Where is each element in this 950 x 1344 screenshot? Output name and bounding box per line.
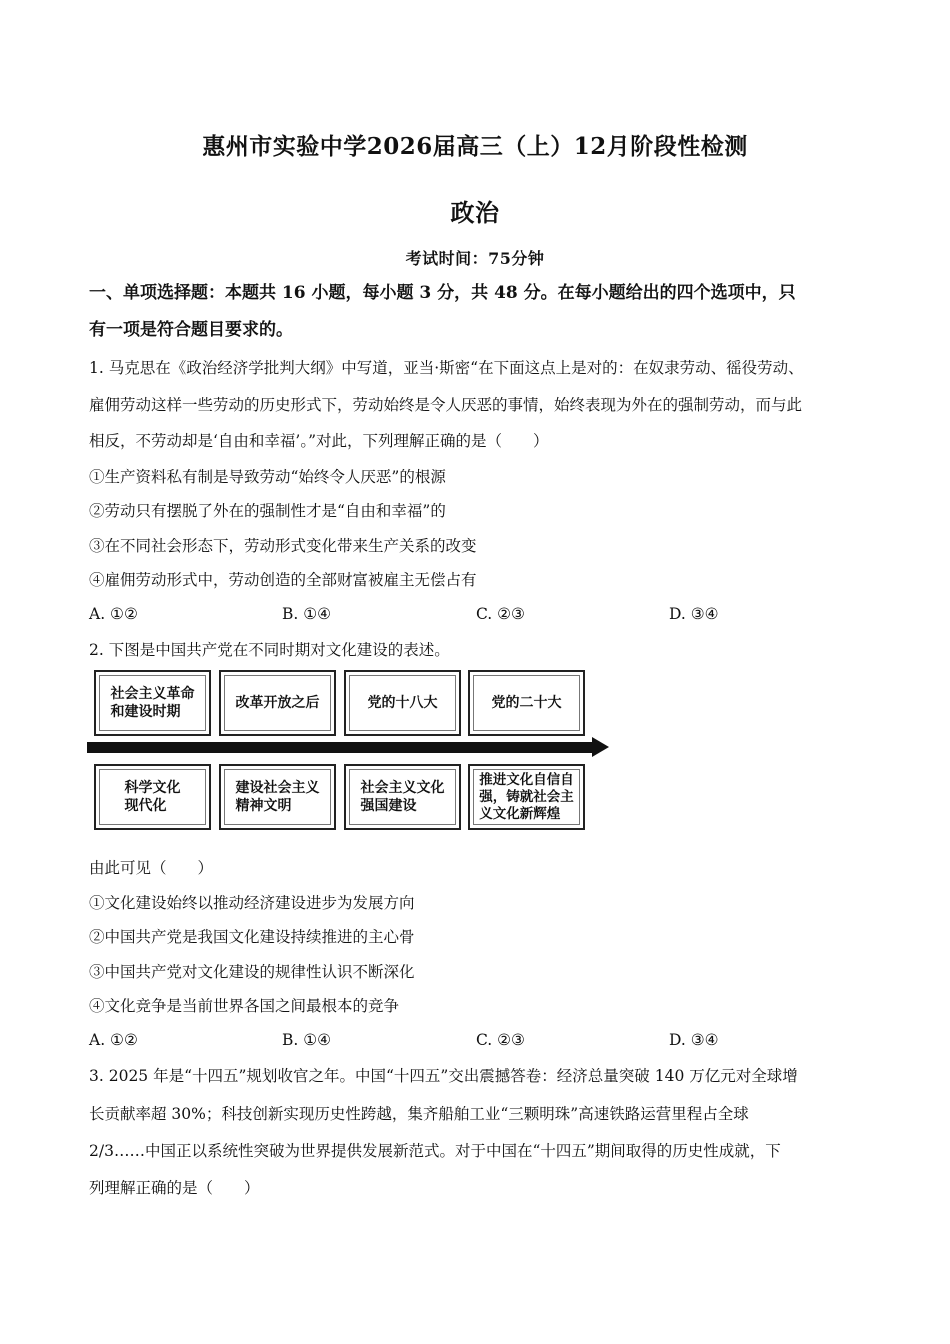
period-label-1: 社会主义革命 和建设时期 xyxy=(99,675,206,731)
q1-statement-3: ③在不同社会形态下，劳动形式变化带来生产关系的改变 xyxy=(89,537,477,555)
q3-stem-line-2: 长贡献率超 30%；科技创新实现历史性跨越，集齐船舶工业“三颗明珠”高速铁路运营里程占全球 xyxy=(89,1105,749,1123)
section-heading-line-2: 有一项是符合题目要求的。 xyxy=(89,320,293,340)
period-label-3: 党的十八大 xyxy=(349,675,456,731)
q2-statement-4: ④文化竞争是当前世界各国之间最根本的竞争 xyxy=(89,997,400,1015)
q1-stem-line-3: 相反，不劳动却是‘自由和幸福’。”对此，下列理解正确的是（ ） xyxy=(89,432,549,450)
expression-box-3 xyxy=(344,764,461,830)
expression-label-4: 推进文化自信自 强，铸就社会主 义文化新辉煌 xyxy=(473,769,580,825)
q2-option-b: B. ①④ xyxy=(282,1031,332,1049)
q2-statement-2: ②中国共产党是我国文化建设持续推进的主心骨 xyxy=(89,928,415,946)
q1-option-b: B. ①④ xyxy=(282,605,332,623)
q2-prompt: 由此可见（ ） xyxy=(89,859,214,877)
expression-box-1 xyxy=(94,764,211,830)
expression-box-2 xyxy=(219,764,336,830)
timeline-arrow-shaft xyxy=(87,742,593,753)
q1-statement-4: ④雇佣劳动形式中，劳动创造的全部财富被雇主无偿占有 xyxy=(89,571,477,589)
q1-statement-2: ②劳动只有摆脱了外在的强制性才是“自由和幸福”的 xyxy=(89,502,446,520)
q1-option-c: C. ②③ xyxy=(476,605,525,623)
expression-label-1: 科学文化 现代化 xyxy=(99,769,206,825)
period-box-4 xyxy=(468,670,585,736)
q2-statement-1: ①文化建设始终以推动经济建设进步为发展方向 xyxy=(89,894,415,912)
q2-option-a: A. ①② xyxy=(89,1031,138,1049)
period-box-3 xyxy=(344,670,461,736)
q1-stem-line-2: 雇佣劳动这样一些劳动的历史形式下，劳动始终是令人厌恶的事情，始终表现为外在的强制劳动，而与此 xyxy=(89,396,803,414)
q1-option-a: A. ①② xyxy=(89,605,138,623)
period-label-4: 党的二十大 xyxy=(473,675,580,731)
q2-option-c: C. ②③ xyxy=(476,1031,525,1049)
exam-title: 惠州市实验中学2026届高三（上）12月阶段性检测 xyxy=(202,133,748,160)
subject-title: 政治 xyxy=(450,198,500,227)
expression-label-3: 社会主义文化 强国建设 xyxy=(349,769,456,825)
period-box-1 xyxy=(94,670,211,736)
q1-option-d: D. ③④ xyxy=(669,605,719,623)
period-label-2: 改革开放之后 xyxy=(224,675,331,731)
expression-label-2: 建设社会主义 精神文明 xyxy=(224,769,331,825)
q1-stem-line-1: 1. 马克思在《政治经济学批判大纲》中写道，亚当·斯密“在下面这点上是对的：在奴隶劳动、徭役劳动、 xyxy=(89,359,804,377)
expression-box-4 xyxy=(468,764,585,830)
period-box-2 xyxy=(219,670,336,736)
q3-stem-line-3: 2/3……中国正以系统性突破为世界提供发展新范式。对于中国在“十四五”期间取得的历史性成就，下 xyxy=(89,1142,781,1160)
q2-stem: 2. 下图是中国共产党在不同时期对文化建设的表述。 xyxy=(89,641,450,659)
q2-statement-3: ③中国共产党对文化建设的规律性认识不断深化 xyxy=(89,963,415,981)
exam-time: 考试时间：75分钟 xyxy=(405,249,545,268)
section-heading-line-1: 一、单项选择题：本题共 16 小题，每小题 3 分，共 48 分。在每小题给出的四个选项中，只 xyxy=(89,283,796,303)
q1-statement-1: ①生产资料私有制是导致劳动“始终令人厌恶”的根源 xyxy=(89,468,446,486)
q2-option-d: D. ③④ xyxy=(669,1031,719,1049)
timeline-arrow-head xyxy=(592,737,609,757)
q3-stem-line-4: 列理解正确的是（ ） xyxy=(89,1179,260,1197)
q3-stem-line-1: 3. 2025 年是“十四五”规划收官之年。中国“十四五”交出震撼答卷：经济总量突破 140 万亿元对全球增 xyxy=(89,1067,798,1085)
